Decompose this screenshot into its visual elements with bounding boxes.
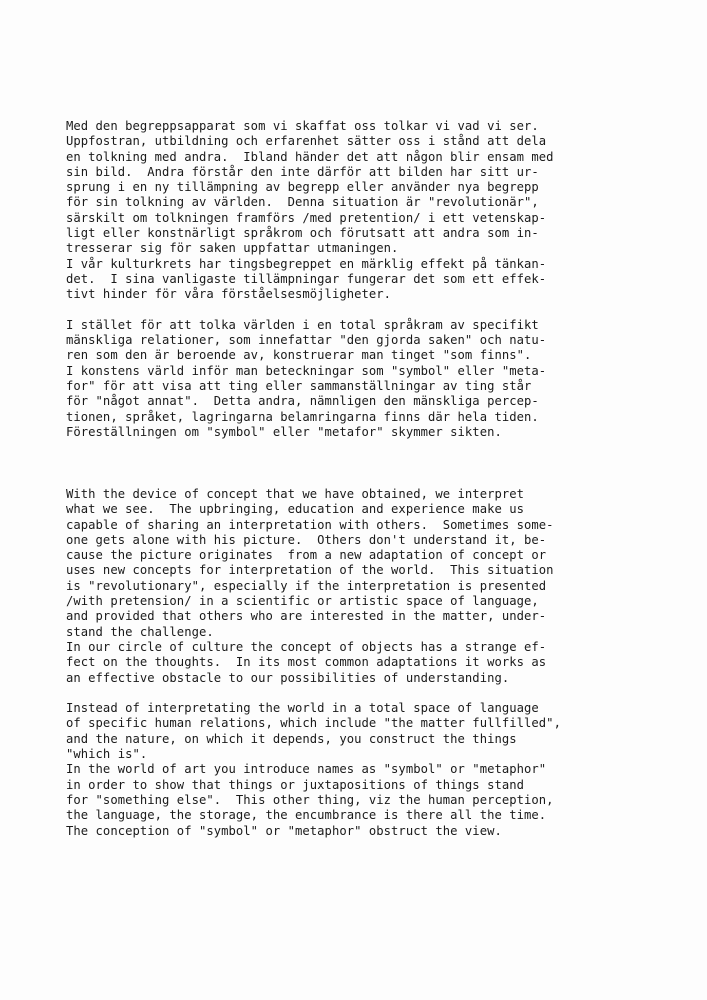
text-line: With the device of concept that we have obtained, we interpret (66, 487, 525, 501)
text-line: Föreställningen om "symbol" eller "metafor" skymmer sikten. (66, 424, 502, 439)
text-line: ligt eller konstnärligt språkrom och förutsatt att andra som in- (66, 226, 539, 241)
text-line: "which is". (66, 747, 148, 762)
text-line: Uppfostran, utbildning och erfarenhet sätter oss i stånd att dela (66, 134, 547, 149)
swedish-paragraph-1 (66, 119, 686, 303)
text-line: the language, the storage, the encumbrance is there all the time. (66, 808, 547, 823)
text-line: för "något annat". Detta andra, nämnligen den mänskliga percep- (66, 394, 539, 409)
text-line: fect on the thoughts. In its most common adaptations it works as (66, 655, 547, 670)
text-line: stand the challenge. (66, 624, 214, 639)
text-line: in order to show that things or juxtapositions of things stand (66, 777, 525, 792)
text-line: sin bild. Andra förstår den inte därför att bilden har sitt ur- (66, 164, 539, 179)
swedish-text-block (66, 119, 686, 440)
text-line: för sin tolkning av världen. Denna situation är "revolutionär", (66, 195, 539, 210)
text-line: det. I sina vanligaste tillämpningar fungerar det som ett effek- (66, 271, 547, 286)
text-line: ren som den är beroende av, konstruerar man tinget "som finns". (66, 348, 532, 363)
swedish-paragraph-2 (66, 318, 686, 440)
text-line: is "revolutionary", especially if the interpretation is presented (66, 578, 547, 593)
text-line: uses new concepts for interpretation of the world. This situation (66, 563, 554, 578)
text-line: what we see. The upbringing, education and experience make us (66, 502, 525, 517)
text-line: I vår kulturkrets har tingsbegreppet en märklig effekt på tänkan- (66, 256, 547, 271)
text-line: cause the picture originates from a new adaptation of concept or (66, 548, 547, 563)
text-line: The conception of "symbol" or "metaphor" obstruct the view. (66, 823, 502, 838)
text-line: an effective obstacle to our possibilities of understanding. (66, 670, 510, 685)
text-line: and the nature, on which it depends, you construct the things (66, 731, 517, 746)
text-line: särskilt om tolkningen framförs /med pretention/ i ett vetenskap- (66, 210, 547, 225)
text-line: In the world of art you introduce names as "symbol" or "metaphor" (66, 762, 547, 777)
text-line: tresserar sig för saken uppfattar utmaningen. (66, 241, 399, 256)
text-line: Instead of interpretating the world in a total space of language (66, 701, 539, 716)
english-paragraph-2 (66, 701, 686, 839)
text-line: /with pretension/ in a scientific or artistic space of language, (66, 594, 539, 609)
text-line: I konstens värld inför man beteckningar som "symbol" eller "meta- (66, 363, 547, 378)
text-line: Med den begreppsapparat som vi skaffat oss tolkar vi vad vi ser. (66, 119, 539, 133)
paragraph-spacer (66, 303, 686, 318)
text-line: tivt hinder för våra förståelsesmöjligheter. (66, 287, 392, 302)
text-line: I stället för att tolka världen i en total språkram av specifikt (66, 317, 539, 332)
text-line: en tolkning med andra. Ibland händer det att någon blir ensam med (66, 149, 554, 164)
text-line: In our circle of culture the concept of objects has a strange ef- (66, 639, 547, 654)
text-line: sprung i en ny tillämpning av begrepp eller använder nya begrepp (66, 180, 539, 195)
text-line: and provided that others who are interested in the matter, under- (66, 609, 547, 624)
text-line: tionen, språket, lagringarna belamringarna finns där hela tiden. (66, 409, 539, 424)
paragraph-spacer (66, 686, 686, 701)
text-line: for" för att visa att ting eller sammanställningar av ting står (66, 379, 532, 394)
text-line: mänskliga relationer, som innefattar "den gjorda saken" och natu- (66, 333, 547, 348)
text-line: one gets alone with his picture. Others don't understand it, be- (66, 532, 547, 547)
text-line: of specific human relations, which include "the matter fullfilled", (66, 716, 561, 731)
text-line: for "something else". This other thing, viz the human perception, (66, 792, 554, 807)
english-text-block (66, 487, 686, 839)
text-line: capable of sharing an interpretation with others. Sometimes some- (66, 517, 554, 532)
english-paragraph-1 (66, 487, 686, 686)
